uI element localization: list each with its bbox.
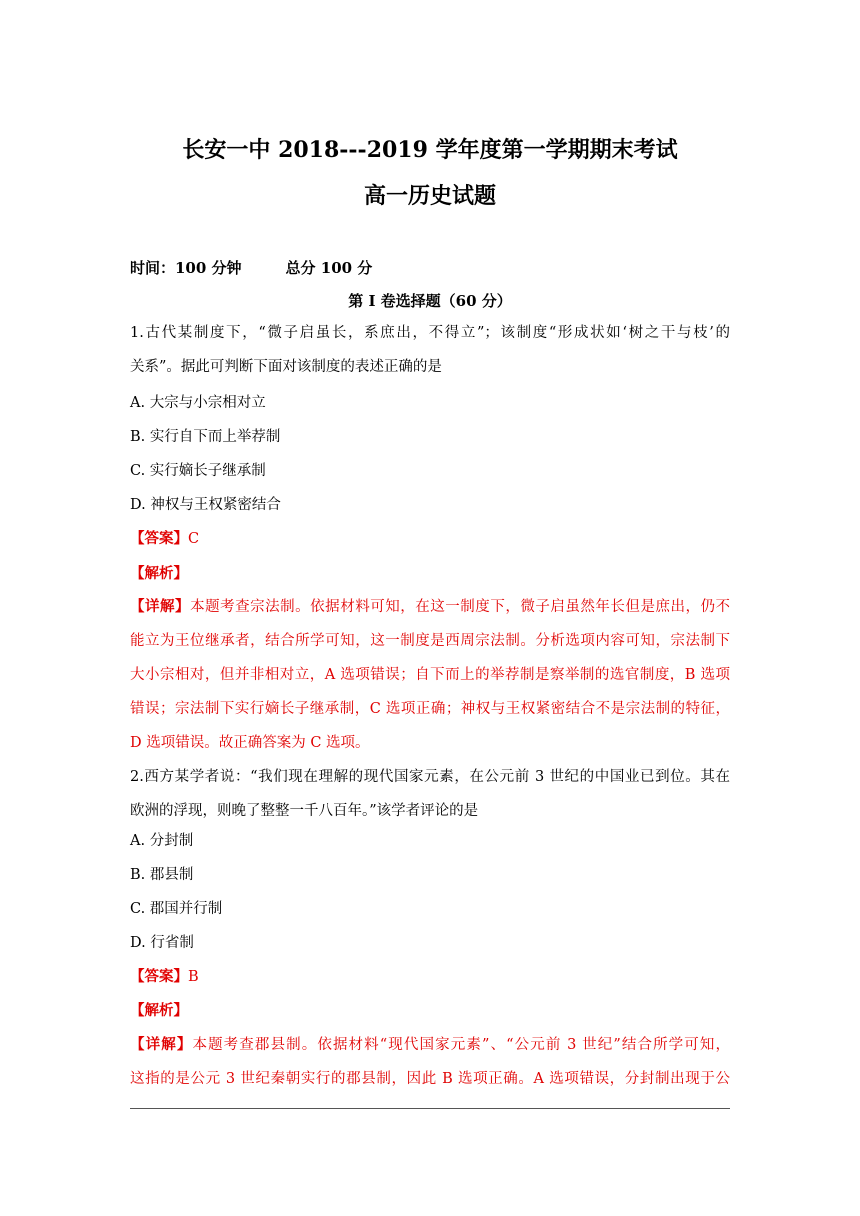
q1-analysis: [130, 563, 730, 585]
q1-detail-label: 【详解】: [130, 598, 191, 615]
q2-detail-text1: 本题考查郡县制。依据材料“现代国家元素”、“公元前 3 世纪”结合所学可知，: [192, 1037, 731, 1053]
q1-answer-value: C: [188, 531, 200, 547]
q1-answer: [130, 528, 730, 550]
q2-stem-line2: 欧洲的浮现，则晚了整整一千八百年。”该学者评论的是: [130, 803, 479, 819]
q1-answer-label: 【答案】: [130, 530, 188, 547]
exam-total-score: 总分 100 分: [285, 259, 373, 277]
q1-option-a: A. 大宗与小宗相对立: [130, 395, 266, 411]
exam-title: 长安一中 2018---2019 学年度第一学期期末考试: [182, 137, 678, 163]
q2-answer-value: B: [188, 969, 199, 985]
q1-detail-line1: [130, 596, 730, 618]
q2-option-d: D. 行省制: [130, 935, 194, 951]
q2-option-a: A. 分封制: [130, 833, 194, 849]
exam-time: 时间：100 分钟: [130, 259, 242, 277]
q2-option-b: B. 郡县制: [130, 867, 194, 883]
q1-option-c: C. 实行嫡长子继承制: [130, 463, 266, 479]
q1-stem-line2: 关系”。据此可判断下面对该制度的表述正确的是: [130, 359, 442, 375]
q2-answer: [130, 966, 730, 988]
q1-detail-text1: 本题考查宗法制。依据材料可知，在这一制度下，微子启虽然年长但是庶出，仍不: [190, 599, 731, 615]
q1-option-b: B. 实行自下而上举荐制: [130, 429, 281, 445]
footer-divider: [130, 1108, 730, 1109]
q2-analysis-label: 【解析】: [130, 1002, 188, 1019]
q1-stem-line1: 1.古代某制度下，“微子启虽长，系庶出，不得立”；该制度“形成状如‘树之干与枝’的: [130, 325, 730, 341]
q1-detail-line3: 大小宗相对，但并非相对立，A 选项错误；自下而上的举荐制是察举制的选官制度，B 选项: [130, 667, 730, 683]
q2-detail-label: 【详解】: [130, 1036, 193, 1053]
q2-detail-line1: [130, 1034, 730, 1056]
q1-analysis-label: 【解析】: [130, 565, 188, 582]
q1-option-d: D. 神权与王权紧密结合: [130, 497, 281, 513]
exam-meta: [130, 256, 372, 280]
q2-option-c: C. 郡国并行制: [130, 901, 223, 917]
q2-stem-line1: 2.西方某学者说：“我们现在理解的现代国家元素，在公元前 3 世纪的中国业已到位。其在: [130, 769, 730, 785]
q1-detail-line4: 错误；宗法制下实行嫡长子继承制，C 选项正确；神权与王权紧密结合不是宗法制的特征，: [130, 701, 730, 717]
q1-detail-line2: 能立为王位继承者，结合所学可知，这一制度是西周宗法制。分析选项内容可知，宗法制下: [130, 633, 730, 649]
q2-detail-line2: 这指的是公元 3 世纪秦朝实行的郡县制，因此 B 选项正确。A 选项错误，分封制出现于公: [130, 1071, 730, 1087]
q2-analysis: [130, 1000, 730, 1022]
section-heading: 第 I 卷选择题（60 分）: [348, 292, 512, 310]
exam-subtitle: 高一历史试题: [363, 183, 496, 209]
q2-answer-label: 【答案】: [130, 968, 188, 985]
q1-detail-line5: D 选项错误。故正确答案为 C 选项。: [130, 735, 370, 751]
